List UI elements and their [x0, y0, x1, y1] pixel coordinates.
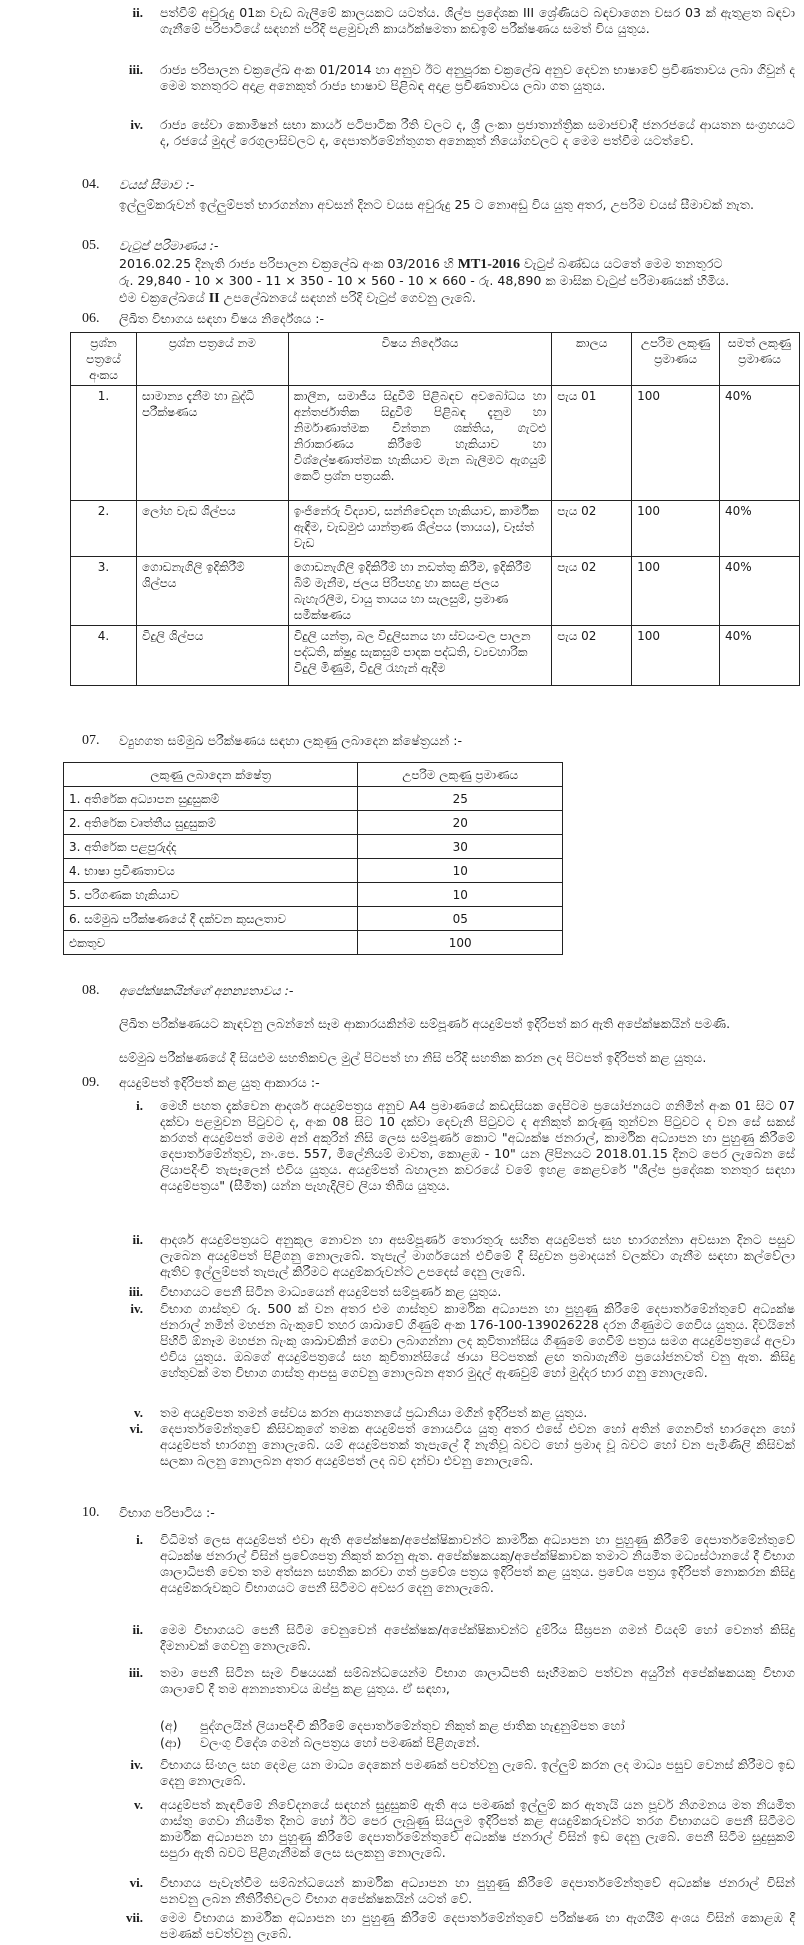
- item-number: iv.: [130, 1757, 143, 1772]
- section-04-number: 04.: [82, 177, 100, 192]
- total-label: එකතුව: [64, 931, 358, 955]
- field-marks: 30: [358, 835, 563, 859]
- paper-duration: පැය 02: [552, 557, 632, 626]
- item-number: iv.: [130, 117, 143, 132]
- table-row: [71, 557, 800, 626]
- table-row: [64, 811, 563, 835]
- paper-name: සාමාන්‍ය දැනීම හා බුද්ධි පරීක්ෂණය: [136, 386, 288, 501]
- option-text: වලංගු විදේශ ගමන් බලපත්‍රය හෝ පමණක් පිළිගැනේ.: [200, 1735, 480, 1750]
- section-09-item-vi: [115, 1421, 795, 1469]
- option-text: පුද්ගලයින් ලියාපදිංචි කිරීමේ දෙපාර්තමේන්තුව නිකුත් කළ ජාතික හැඳුනුම්පත හෝ: [200, 1718, 625, 1733]
- item-text: තම අයදුම්පත තමන් සේවය කරන ආයතනයේ ප්‍රධානියා මගින් ඉදිරිපත් කළ යුතුය.: [160, 1405, 588, 1420]
- option-label: (ආ): [160, 1735, 182, 1750]
- item-text: ආදර්ශ අයදුම්පත්‍රයට අනුකූල නොවන හා අසම්පූර්ණ තොරතුරු සහිත අයදුම්පත් සහ භාරගන්නා අවසාන දිනට පසුව ලැබෙන අයදුම්පත් පිළිගනු නොලැබේ. තැපැල් මාර්ගයෙන් එවීමේ දී සිදුවන ප්‍රමාදයන් වලක්වා ගැනීම සඳහා කල්වේලා ඇතිව ඉල්ලුම්පත් තැපැල් කිරීමට අයදුම්කරුවන්ට උපදෙස් දෙනු ලැබේ.: [160, 1232, 795, 1279]
- table-total-row: [64, 931, 563, 955]
- paper-number: 1.: [71, 386, 137, 501]
- table-row: [64, 835, 563, 859]
- paper-max-marks: 100: [632, 501, 720, 557]
- field-marks: 20: [358, 811, 563, 835]
- table-header-row: [64, 763, 563, 787]
- item-text: විධිමත් ලෙස අයදුම්පත් එවා ඇති අපේක්ෂක/අපේක්ෂිකාවන්ට කාර්මික අධ්‍යාපන හා පුහුණු කිරීමේ දෙපාර්තමේන්තුවේ අධ්‍යක්ෂ ජනරාල් විසින් ප්‍රවේශපත්‍ර නිකුත් කරනු ඇත. අපේක්ෂකයකු/අපේක්ෂිකාවක තමාට නියමිත මධ්‍යස්ථානයේ දී විභාග ශාලාධිපති වෙත තම අත්සන සහතික කරවා ගත් ප්‍රවේශ පත්‍රය ඉදිරිපත් කළ යුතුය. ප්‍රවේශ පත්‍රය ඉදිරිපත් නොකරන කිසිදු අයදුම්කරුවකුට විභාගයට පෙනී සිටීමට අවසර දෙනු නොලැබේ.: [160, 1532, 795, 1595]
- section-09-title: අයදුම්පත් ඉදිරිපත් කළ යුතු ආකාරය :-: [119, 1075, 320, 1090]
- column-header: ප්‍රශ්න පත්‍රයේ නම: [136, 333, 288, 386]
- item-number: vi.: [129, 1875, 143, 1890]
- item-text: විභාගයට පෙනී සිටින මාධ්‍යයෙන් අයදුම්පත් සම්පූර්ණ කළ යුතුය.: [160, 1284, 502, 1299]
- item-text: තමා පෙනී සිටින සෑම විෂයයක් සම්බන්ධයෙන්ම විභාග ශාලාධිපති සෑහීමකට පත්වන අයුරින් අපේක්ෂකයකු විභාග ශාලාවේ දී තම අනන්‍යතාවය ඔප්පු කළ යුතුය. ඒ සඳහා,: [160, 1665, 795, 1696]
- column-header: කාලය: [552, 333, 632, 386]
- column-header: ලකුණු ලබාදෙන ක්ෂේත්‍ර: [64, 763, 358, 787]
- table-row: [64, 859, 563, 883]
- section-09-item-iii: [115, 1284, 795, 1300]
- paper-pass-marks: 40%: [720, 557, 800, 626]
- table-row: [71, 386, 800, 501]
- item-number: i.: [136, 1098, 143, 1113]
- paper-number: 4.: [71, 626, 137, 686]
- section-07-number: 07.: [82, 733, 100, 748]
- section-05-number: 05.: [82, 238, 100, 253]
- item-text: මෙහි පහත දැක්වෙන ආදර්ශ අයදුම්පත්‍රය අනුව A4 ප්‍රමාණයේ කඩදාසියක දෙපිටම ප්‍රයෝජනයට ගනිමින් අංක 01 සිට 07 දක්වා පළමුවන පිටුවට ද, අංක 08 සිට 10 දක්වා දෙවැනි පිටුවට ද අනිකුත් කරුණු තුන්වන පිටුවට ද වන සේ සකස් කරගත් අයදුම්පත් මෙම අන් අකුරින් නිසි ලෙස සම්පූර්ණ කොට "අධ්‍යක්ෂ ජනරාල්, කාර්මික අධ්‍යාපන හා පුහුණු කිරීමේ දෙපාර්තමේන්තුව, නං.පෙ. 557, මිලේනියම් මාවත, කොළඹ - 10" යන ලිපිනයට 2018.01.15 දිනට පෙර ලැබෙන සේ ලියාපදිංචි තැපෑලෙන් එවිය යුතුය. අයදුම්පත් බහාලන කවරයේ වමේ ඉහළ කෙළවරේ "ශිල්ප ප්‍රදේශක තනතුර සඳහා අයදුම්පත්‍රය" (සීමිත) යන්න පැහැදිලිව ලියා තිබිය යුතුය.: [160, 1098, 795, 1193]
- paper-duration: පැය 02: [552, 501, 632, 557]
- paper-pass-marks: 40%: [720, 386, 800, 501]
- section-10-item-i: [115, 1532, 795, 1596]
- field-marks: 10: [358, 883, 563, 907]
- item-number: vii.: [126, 1910, 143, 1925]
- paper-syllabus: ගොඩනැගිලි ඉදිකිරීම් හා නඩත්තු කිරීම, ඉදිකිරීම් බිම් මැනීම, ජලය පිරිපහදු හා කසළ ජලය බැහැරලීම, වායු තායය හා සැලසුම්, ප්‍රමාණ සමීක්ෂණය: [288, 557, 552, 626]
- paper-duration: පැය 01: [552, 386, 632, 501]
- section-09-number: 09.: [82, 1075, 100, 1090]
- section-10-number: 10.: [82, 1505, 100, 1520]
- paper-pass-marks: 40%: [720, 626, 800, 686]
- syllabus-table: [70, 332, 800, 686]
- section-06-number: 06.: [82, 311, 100, 326]
- paper-name: ගොඩනැගිලි ඉදිකිරීම් ශිල්පය: [136, 557, 288, 626]
- paper-syllabus: කාලීන, සමාජීය සිදුවීම් පිළිබඳව අවබෝධය හා අන්තර්ජාතික සිදුවීම් පිළිබඳ දැනුම හා නිර්මාණාත්මක චින්තන ශක්තිය, ගැටළු නිරාකරණය කිරීමේ හැකියාව හා විශ්ලේෂණාත්මක හැකියාව මැන බැලීමට ඇගයුම් කෙටි ප්‍රශ්න පත්‍රයකි.: [288, 386, 552, 501]
- section-10-item-vi: [115, 1875, 795, 1907]
- item-text: දෙපාර්තමේන්තුවේ කිසිවකුගේ තමක අයදුම්පත් නොයවිය යුතු අතර එසේ එවන හෝ අතින් ගෙනවිත් භාරදෙන හෝ අයදුම්පත් භාරගනු නොලැබේ. යම් අයදුම්පතක් තැපැලේ දී නැතිවූ බවට හෝ ප්‍රමාද වූ බවට හෝ වන පැමිණිලි කිසිවක් සලකා බලනු නොලබන අතර අයදුම්පත් ලද බව දන්වා එවනු නොලැබේ.: [160, 1421, 795, 1468]
- item-text: රාජ්‍ය පරිපාලන චක්‍රලේඛ අංක 01/2014 හා අනුව ඊට අනුපූරක චක්‍රලේඛ අනුව දෙවන භාෂාවේ ප්‍රවීණතාවය ලබා ගිවුන් ද මෙම තනතුරට අදාළ අනෙකුත් රාජ්‍ය භාෂාව පිළිබඳ අදාළ ප්‍රවීණතාවය ලබා ගත යුතුය.: [160, 62, 795, 93]
- section-10-item-vii: [115, 1910, 795, 1942]
- id-option-a: [160, 1718, 790, 1734]
- paper-number: 3.: [71, 557, 137, 626]
- field-name: 1. අතිරේක අධ්‍යාපන සුදුසුකම්: [64, 787, 358, 811]
- field-name: 2. අතිරේක වෘත්තීය සුදුසුකම්: [64, 811, 358, 835]
- paper-syllabus: ඉංජිනේරු විද්‍යාව, සන්නිවේදන හැකියාව, කාර්මික ඇඳීම, වැඩමුළු යාන්ත්‍රණ ශිල්පය (තායය), වෑස්ත් වැඩ: [288, 501, 552, 557]
- field-name: 5. පරිගණක හැකියාව: [64, 883, 358, 907]
- section-09-item-v: [115, 1405, 795, 1421]
- item-number: i.: [136, 1532, 143, 1547]
- column-header: උපරිම ලකුණු ප්‍රමාණය: [632, 333, 720, 386]
- section-09-item-ii: [115, 1232, 795, 1280]
- field-marks: 10: [358, 859, 563, 883]
- salary-line-3: එම චක්‍රලේඛයේ II උපලේඛනයේ සඳහන් පරිදි වැටුප් ගෙවනු ලැබේ.: [119, 290, 476, 306]
- id-option-b: [160, 1735, 790, 1751]
- section-04-text: ඉල්ලුම්කරුවන් ඉල්ලුම්පත් භාරගන්නා අවසන් දිනට වයස අවුරුදු 25 ට නොඅඩු විය යුතු අතර, උපරිම වයස් සීමාවක් නැත.: [119, 197, 755, 212]
- section-08-text-2: සම්මුඛ පරීක්ෂණයේ දී සියළුම සහතිකවල මුල් පිටපත් හා නිසි පරිදි සහතික කරන ලද පිටපත් ඉදිරිපත් කළ යුතුය.: [119, 1050, 707, 1065]
- total-value: 100: [358, 931, 563, 955]
- paper-number: 2.: [71, 501, 137, 557]
- item-number: ii.: [132, 1622, 143, 1637]
- section-08-number: 08.: [82, 983, 100, 998]
- item-number: v.: [133, 1405, 143, 1420]
- field-name: 3. අතිරේක පළපුරුද්ද: [64, 835, 358, 859]
- paper-name: විදුලි ශිල්පය: [136, 626, 288, 686]
- intro-item-ii: [115, 5, 795, 37]
- section-04-title: වයස් සීමාව :-: [119, 177, 195, 192]
- table-row: [64, 787, 563, 811]
- item-text: විභාගය පැවැත්වීම සම්බන්ධයෙන් කාර්මික අධ්‍යාපන හා පුහුණු කිරීමේ දෙපාර්තමේන්තුවේ අධ්‍යක්ෂ ජනරාල් විසින් පනවනු ලබන නීතිරීතිවලට විභාග අපේක්ෂකයින් යටත් වේ.: [160, 1875, 795, 1906]
- section-10-item-iii: [115, 1665, 795, 1697]
- section-10-item-v: [115, 1797, 795, 1861]
- column-header: ප්‍රශ්න පත්‍රයේ අංකය: [71, 333, 137, 386]
- salary-line-2: රු. 29,840 - 10 × 300 - 11 × 350 - 10 × 560 - 10 × 660 - රු. 48,890 ක මාසික වැටුප් පරිමාණයක් හිමිය.: [119, 273, 730, 288]
- item-number: iii.: [128, 1284, 143, 1299]
- item-text: මෙම විභාගය කාර්මික අධ්‍යාපන හා පුහුණු කිරීමේ දෙපාර්තමේන්තුවේ පරීක්ෂණ හා ඇගයීම් අංශය විසින් කොළඹ දී පමණක් පවත්වනු ලැබේ.: [160, 1910, 795, 1941]
- section-10-title: විභාග පරිපාටිය :-: [119, 1505, 215, 1520]
- item-text: විභාග ගාස්තුව රු. 500 ක් වන අතර එම ගාස්තුව කාර්මික අධ්‍යාපන හා පුහුණු කිරීමේ දෙපාර්තමේන්තුවේ අධ්‍යක්ෂ ජනරාල් නමින් මහජන බැංකුවේ තහර ශාඛාවේ ගිණුම් අංක 176-100-139026228 දරන ගිණුමට ගෙවිය යුතුය. දිවයිනේ පිහිටි ඕනෑම මහජන බැංකු ශාඛාවකින් ගෙවා ලබාගන්නා ලද කුවිතාන්සිය ගිණුමේ ගෙවීම් පත්‍රය සමග අයදුම්පත්‍රයේ අලවා එවිය යුතුය. ඔබගේ අයදුම්පත්‍රයේ සහ කුවිතාන්සියේ ඡායා පිටපතක් ළඟ තබාගැනීම ප්‍රයෝජනවත් වනු ඇත. කිසිදු හේතුවක් මත විභාග ගාස්තු ආපසු ගෙවනු නොලබන අතර මුදල් ඇණවුම් හෝ මුද්දර භාර ගනු නොලැබේ.: [160, 1301, 795, 1380]
- field-name: 6. සම්මුඛ පරීක්ෂණයේ දී දක්වන කුසලතාව: [64, 907, 358, 931]
- section-05-title: වැටුප් පරිමාණය :-: [119, 238, 219, 253]
- section-06-title: ලිඛිත විභාගය සඳහා විෂය නිර්දේශය :-: [119, 311, 325, 326]
- field-marks: 25: [358, 787, 563, 811]
- table-row: [71, 626, 800, 686]
- paper-max-marks: 100: [632, 557, 720, 626]
- section-08-text-1: ලිඛිත පරීක්ෂණයට කැඳවනු ලබන්නේ සෑම ආකාරයකින්ම සම්පූර්ණ අයදුම්පත් ඉදිරිපත් කර ඇති අපේක්ෂකයින් පමණි.: [119, 1016, 731, 1031]
- section-10-item-ii: [115, 1622, 795, 1654]
- item-number: ii.: [132, 5, 143, 20]
- column-header: සමත් ලකුණු ප්‍රමාණය: [720, 333, 800, 386]
- paper-syllabus: විදුලි යන්ත්‍ර, බල විදුලිසනය හා ස්වයංචල පාලන පද්ධති, ක්ෂුද්‍ර සැකසුම් පාදක පද්ධති, ව්‍යවහාරික විදුලි මිණුම්, විදුලි රැහැන් ඇදීම: [288, 626, 552, 686]
- intro-item-iii: [115, 62, 795, 94]
- section-09-item-i: [115, 1098, 795, 1194]
- field-name: 4. භාෂා ප්‍රවීණතාවය: [64, 859, 358, 883]
- table-row: [64, 883, 563, 907]
- item-text: අයදුම්පත් කැඳවීමේ නිවේදනයේ සඳහන් සුදුසුකම් ඇති අය පමණක් ඉල්ලුම් කර ඇතැයි යන පූර්ව නිගමනය මත නියමිත ගාස්තු ගෙවා නියමිත දිනට හෝ ඊට පෙර ලැබුණු සියලුම ඉදිරිපත් කළ අයදුම්කරුවන්ට තරග විභාගයට පෙනී සිටීමට කාර්මික අධ්‍යාපන හා පුහුණු කිරීමේ දෙපාර්තමේන්තුවේ අධ්‍යක්ෂ ජනරාල් විසින් ඉඩ දෙනු ලැබේ. පෙනී සිටීම සුදුසුකම් සපුරා ඇති බවට පිළිගැනීමක් ලෙස සලකනු නොලැබේ.: [160, 1797, 795, 1860]
- item-number: iii.: [128, 62, 143, 77]
- option-label: (අ): [160, 1718, 178, 1733]
- paper-pass-marks: 40%: [720, 501, 800, 557]
- item-number: vi.: [129, 1421, 143, 1436]
- section-10-item-iv: [115, 1757, 795, 1789]
- section-08-title: අපේක්ෂකයින්ගේ අනන්‍යතාවය :-: [119, 983, 294, 998]
- paper-max-marks: 100: [632, 626, 720, 686]
- section-09-item-iv: [115, 1301, 795, 1381]
- paper-name: ලෝහ වැඩ ශිල්පය: [136, 501, 288, 557]
- table-row: [71, 501, 800, 557]
- table-row: [64, 907, 563, 931]
- item-text: මෙම විභාගයට පෙනී සිටීම වෙනුවෙන් අපේක්ෂක/අපේක්ෂිකාවන්ට දුම්රිය සීඝ්‍රපන ගමන් වියදම් හෝ වෙනත් කිසිදු දීමනාවක් ගෙවනු නොලැබේ.: [160, 1622, 795, 1653]
- intro-item-iv: [115, 117, 795, 149]
- item-text: විභාගය සිංහල සහ දෙමළ යන මාධ්‍ය දෙකෙන් පමණක් පවත්වනු ලැබේ. ඉල්ලුම් කරන ලද මාධ්‍ය පසුව වෙනස් කිරීමට ඉඩ දෙනු නොලැබේ.: [160, 1757, 795, 1788]
- item-number: ii.: [132, 1232, 143, 1247]
- field-marks: 05: [358, 907, 563, 931]
- section-07-title: ව්‍යුහගත සම්මුඛ පරීක්ෂණය සඳහා ලකුණු ලබාදෙන ක්ෂේත්‍රයන් :-: [119, 733, 463, 748]
- item-text: පත්වීම් අවුරුදු 01ක වැඩ බැලීමේ කාලයකට යටත්ය. ශිල්ප ප්‍රදේශක III ශ්‍රේණියට බඳවාගෙන වසර 03 ක් ඇතුළත බඳවා ගැනීමේ පරිපාටියේ සඳහන් පරිදි පළමුවැනි කාර්යක්ෂමතා කඩඉම් පරීක්ෂණය සමත් විය යුතුය.: [160, 5, 795, 36]
- salary-line-1: 2016.02.25 දිනැති රාජ්‍ය පරිපාලන චක්‍රලේඛ අංක 03/2016 හි MT1-2016 වැටුප් බණ්ඩය යටතේ මෙම තනතුරට: [119, 256, 723, 272]
- item-number: iii.: [128, 1665, 143, 1680]
- paper-max-marks: 100: [632, 386, 720, 501]
- item-number: iv.: [130, 1301, 143, 1316]
- column-header: විෂය නිර්දේශය: [288, 333, 552, 386]
- table-header-row: [71, 333, 800, 386]
- item-text: රාජ්‍ය සේවා කොමිෂන් සභා කාර්ය පටිපාටික රීති වලට ද, ශ්‍රී ලංකා ප්‍රජාතාන්ත්‍රික සමාජවාදී ජනරජයේ ආයතන සංග්‍රහයට ද, රජයේ මුදල් රෙගුලාසිවලට ද, දෙපාර්තමේන්තුගත අනෙකුත් නියෝගවලට ද මෙම පත්වීම යටත්වේ.: [160, 117, 795, 148]
- column-header: උපරිම ලකුණු ප්‍රමාණය: [358, 763, 563, 787]
- paper-duration: පැය 02: [552, 626, 632, 686]
- item-number: v.: [133, 1797, 143, 1812]
- interview-marks-table: [63, 762, 563, 955]
